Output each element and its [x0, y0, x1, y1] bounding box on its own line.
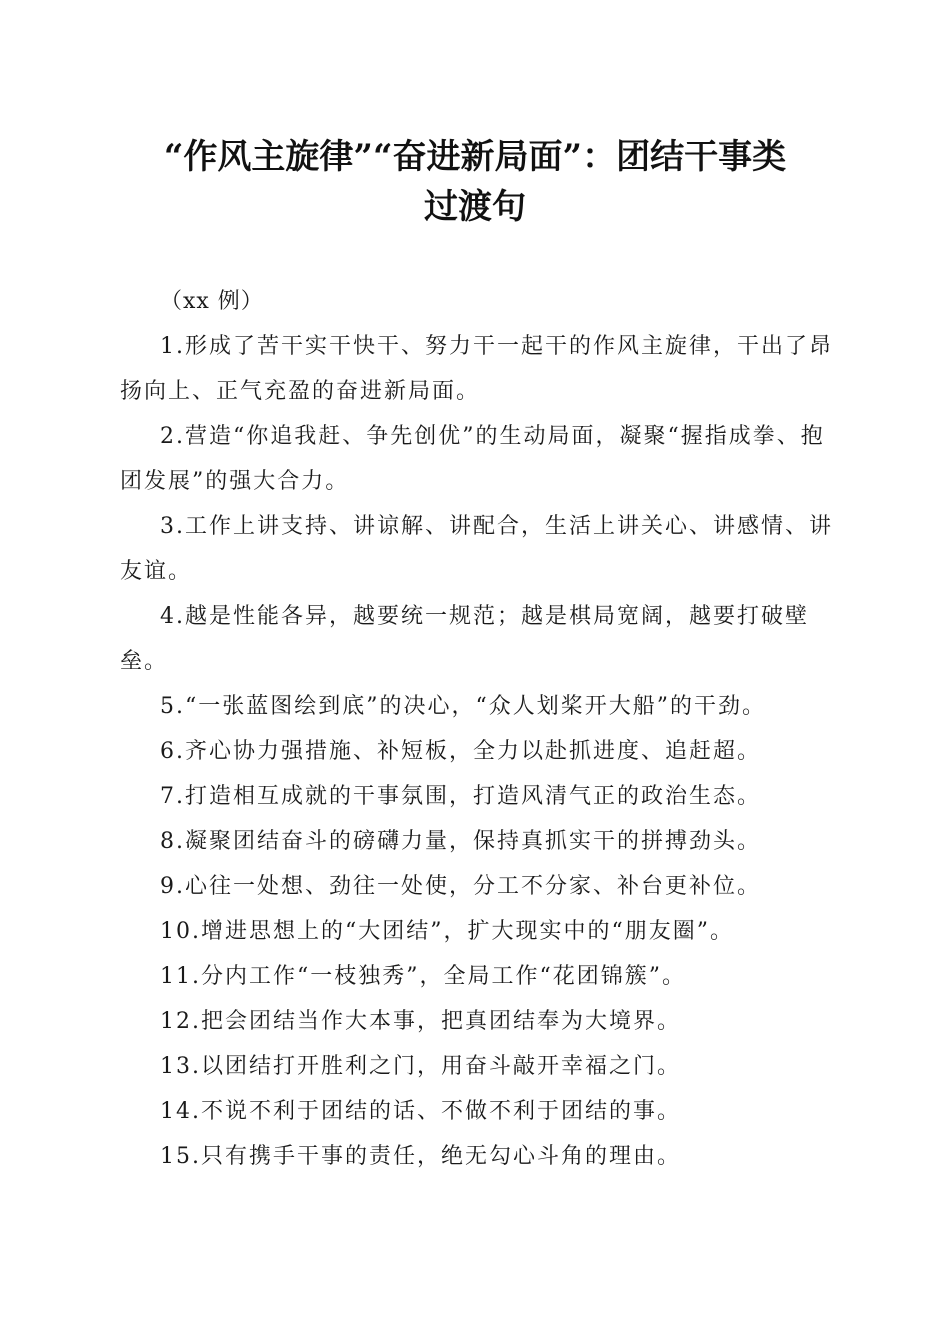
- list-item-8: 8.凝聚团结奋斗的磅礴力量，保持真抓实干的拼搏劲头。: [160, 829, 761, 854]
- list-item-1: 1.形成了苦干实干快干、努力干一起干的作风主旋律，干出了昂扬向上、正气充盈的奋进新局面。: [120, 334, 833, 404]
- list-item-4: 4.越是性能各异，越要统一规范；越是棋局宽阔，越要打破壁垒。: [120, 604, 809, 674]
- document-body: [120, 279, 840, 1179]
- example-count-note: （xx 例）: [160, 289, 264, 314]
- list-item-3: 3.工作上讲支持、讲谅解、讲配合，生活上讲关心、讲感情、讲友谊。: [120, 514, 833, 584]
- list-item-7: 7.打造相互成就的干事氛围，打造风清气正的政治生态。: [160, 784, 761, 809]
- list-item-5: 5.“一张蓝图绘到底”的决心，“众人划桨开大船”的干劲。: [160, 694, 766, 719]
- list-item-11: 11.分内工作“一枝独秀”，全局工作“花团锦簇”。: [160, 964, 686, 989]
- list-item-12: 12.把会团结当作大本事，把真团结奉为大境界。: [160, 1009, 681, 1034]
- list-item-6: 6.齐心协力强措施、补短板，全力以赴抓进度、追赶超。: [160, 739, 761, 764]
- list-item-14: 14.不说不利于团结的话、不做不利于团结的事。: [160, 1099, 681, 1124]
- list-item-13: 13.以团结打开胜利之门，用奋斗敲开幸福之门。: [160, 1054, 681, 1079]
- title-line-2: 过渡句: [424, 187, 526, 227]
- list-item-2: 2.营造“你追我赶、争先创优”的生动局面，凝聚“握指成拳、抱团发展”的强大合力。: [120, 424, 825, 494]
- list-item-9: 9.心往一处想、劲往一处使，分工不分家、补台更补位。: [160, 874, 761, 899]
- list-item-10: 10.增进思想上的“大团结”，扩大现实中的“朋友圈”。: [160, 919, 734, 944]
- document-title: [100, 132, 850, 232]
- list-item-15: 15.只有携手干事的责任，绝无勾心斗角的理由。: [160, 1144, 681, 1169]
- title-line-1: “作风主旋律”“奋进新局面”：团结干事类: [163, 137, 787, 177]
